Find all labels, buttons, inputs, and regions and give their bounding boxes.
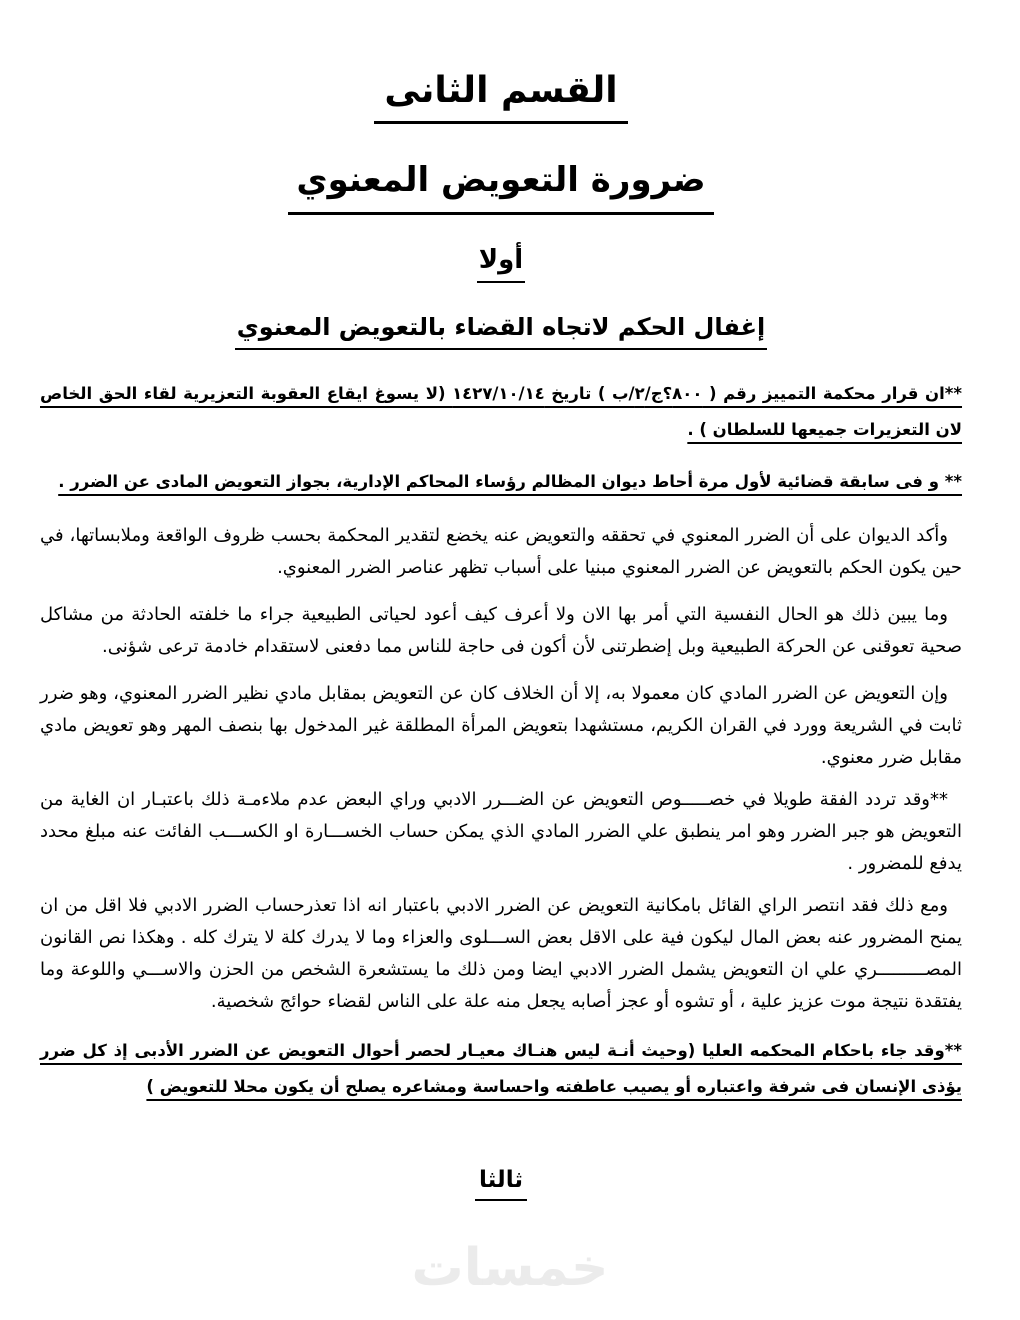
paragraph-prevailing-opinion: ومع ذلك فقد انتصر الراي القائل بامكانية التعويض عن الضرر الادبي باعتبار انه اذا تعذرحساب الضرر الادبي فلا اقل من ان يمنح المضرور عنه بعض المال ليكون فية على الاقل بعض الســـلوى والعزاء وما لا يدرك كلة لا يترك كله . وهكذا نص القانون المصـــــــــري علي ان التعويض يشمل الضرر الادبي ايضا ومن ذلك ما يستشعرة الشخص من الحزن والاســـي واللوعة وما يفتقدة نتيجة موت عزيز علية ، أو تشوه أو عجز أصابه يجعل منه علة على الناس لقضاء حوائج شخصية.	[40, 895, 962, 1012]
heading-third-text: ثالثا	[475, 1167, 527, 1201]
heading-first-subtitle	[40, 313, 962, 350]
khamsat-watermark: خمسات	[411, 1238, 609, 1298]
section-title-text: القسم الثانى	[374, 70, 627, 124]
heading-third	[40, 1167, 962, 1201]
heading-first-text: أولا	[477, 245, 525, 283]
paragraph-fiqh-hesitation: **وقد تردد الفقة طويلا في خصـــــوص التعويض عن الضـــرر الادبي وراي البعض عدم ملاءمـة ذلك باعتبـار ان الغاية من التعويض هو جبر الضرر وهو امر ينطبق علي الضرر المادي الذي يمكن حساب الخســـارة او الكســـب الفائت عنه مبلغ محدد يدفع للمضرور .	[40, 789, 962, 874]
paragraph-court-ruling-citation: **ان قرار محكمة التمييز رقم ( ٨٠٠؟ج/٢/ب ) تاريخ ١٤٢٧/١٠/١٤ (لا يسوغ ايقاع العقوبة التعزيرية لقاء الحق الخاص لان التعزيرات جميعها للسلطان ) .	[40, 384, 963, 439]
heading-first	[40, 245, 962, 283]
section-title	[40, 70, 962, 124]
paragraph-psychological-state: وما يبين ذلك هو الحال النفسية التي أمر بها الان ولا أعرف كيف أعود لحياتى الطبيعية جراء ما خلفته الحادثة من مشاكل صحية تعوقنى عن الحركة الطبيعية وبل إضطرتنى لأن أكون فى حاجة للناس مما دفعنى لاستقدام خادمة ترعى شؤنى.	[40, 604, 962, 657]
paragraph-diwan-confirmation: وأكد الديوان على أن الضرر المعنوي في تحققه والتعويض عنه يخضع لتقدير المحكمة بحسب ظروف الواقعة وملابساتها، في حين يكون الحكم بالتعويض عن الضرر المعنوي مبنيا على أسباب تظهر عناصر الضرر المعنوي.	[40, 525, 962, 578]
main-title-text: ضرورة التعويض المعنوي	[288, 160, 713, 215]
paragraph-judicial-precedent: ** و فى سابقة قضائية لأول مرة أحاط ديوان المظالم رؤساء المحاكم الإدارية، بجواز التعويض المادى عن الضرر .	[58, 472, 962, 491]
paragraph-supreme-court-rulings: **وقد جاء باحكام المحكمه العليا (وحيث أنـة ليس هنـاك معيـار لحصر أحوال التعويض عن الضرر الأدبى إذ كل ضرر يؤذى الإنسان فى شرفة واعتباره أو يصيب عاطفته واحساسة ومشاعره يصلح أن يكون محلا للتعويض )	[40, 1041, 962, 1096]
paragraph-material-compensation: وإن التعويض عن الضرر المادي كان معمولا به، إلا أن الخلاف كان عن التعويض بمقابل مادي نظير الضرر المعنوي، وهو ضرر ثابت في الشريعة وورد في القران الكريم، مستشهدا بتعويض المرأة المطلقة غير المدخول بها بنصف المهر وهو تعويض مادي مقابل ضرر معنوي.	[40, 683, 962, 768]
heading-first-subtitle-text: إغفال الحكم لاتجاه القضاء بالتعويض المعنوي	[235, 313, 768, 350]
main-title	[40, 160, 962, 215]
